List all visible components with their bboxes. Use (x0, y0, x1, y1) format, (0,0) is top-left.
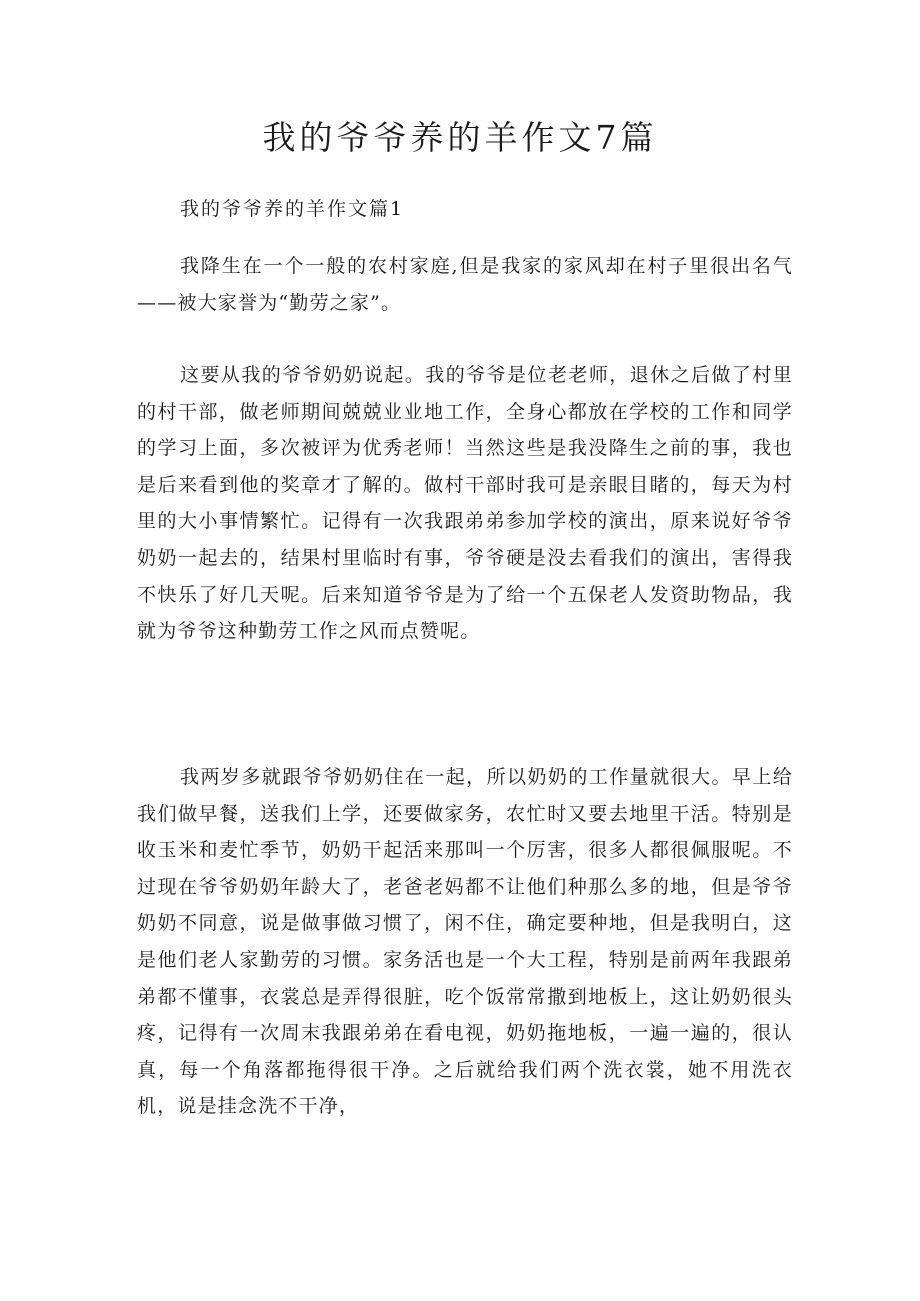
paragraph: 我降生在一个一般的农村家庭,但是我家的家风却在村子里很出名气——被大家誉为“勤劳之家”。 (137, 255, 793, 314)
section-heading: 我的爷爷养的羊作文篇1 (180, 198, 405, 220)
document-title: 我的爷爷养的羊作文7篇 (262, 118, 658, 157)
paragraph: 我两岁多就跟爷爷奶奶住在一起，所以奶奶的工作量就很大。早上给我们做早餐，送我们上学，还要做家务，农忙时又要去地里干活。特别是收玉米和麦忙季节，奶奶干起活来那叫一个厉害，很多人都很佩服呢。不过现在爷爷奶奶年龄大了，老爸老妈都不让他们种那么多的地，但是爷爷奶奶不同意，说是做事做习惯了，闲不住，确定要种地，但是我明白，这是他们老人家勤劳的习惯。家务活也是一个大工程，特别是前两年我跟弟弟都不懂事，衣裳总是弄得很脏，吃个饭常常撒到地板上，这让奶奶很头疼，记得有一次周末我跟弟弟在看电视，奶奶拖地板，一遍一遍的，很认真，每一个角落都拖得很干净。之后就给我们两个洗衣裳，她不用洗衣机，说是挂念洗不干净， (137, 766, 793, 1118)
paragraph: 这要从我的爷爷奶奶说起。我的爷爷是位老老师，退休之后做了村里的村干部，做老师期间兢兢业业地工作，全身心都放在学校的工作和同学的学习上面，多次被评为优秀老师！当然这些是我没降生之前的事，我也是后来看到他的奖章才了解的。做村干部时我可是亲眼目睹的，每天为村里的大小事情繁忙。记得有一次我跟弟弟参加学校的演出，原来说好爷爷奶奶一起去的，结果村里临时有事，爷爷硬是没去看我们的演出，害得我不快乐了好几天呢。后来知道爷爷是为了给一个五保老人发资助物品，我就为爷爷这种勤劳工作之风而点赞呢。 (137, 364, 793, 643)
